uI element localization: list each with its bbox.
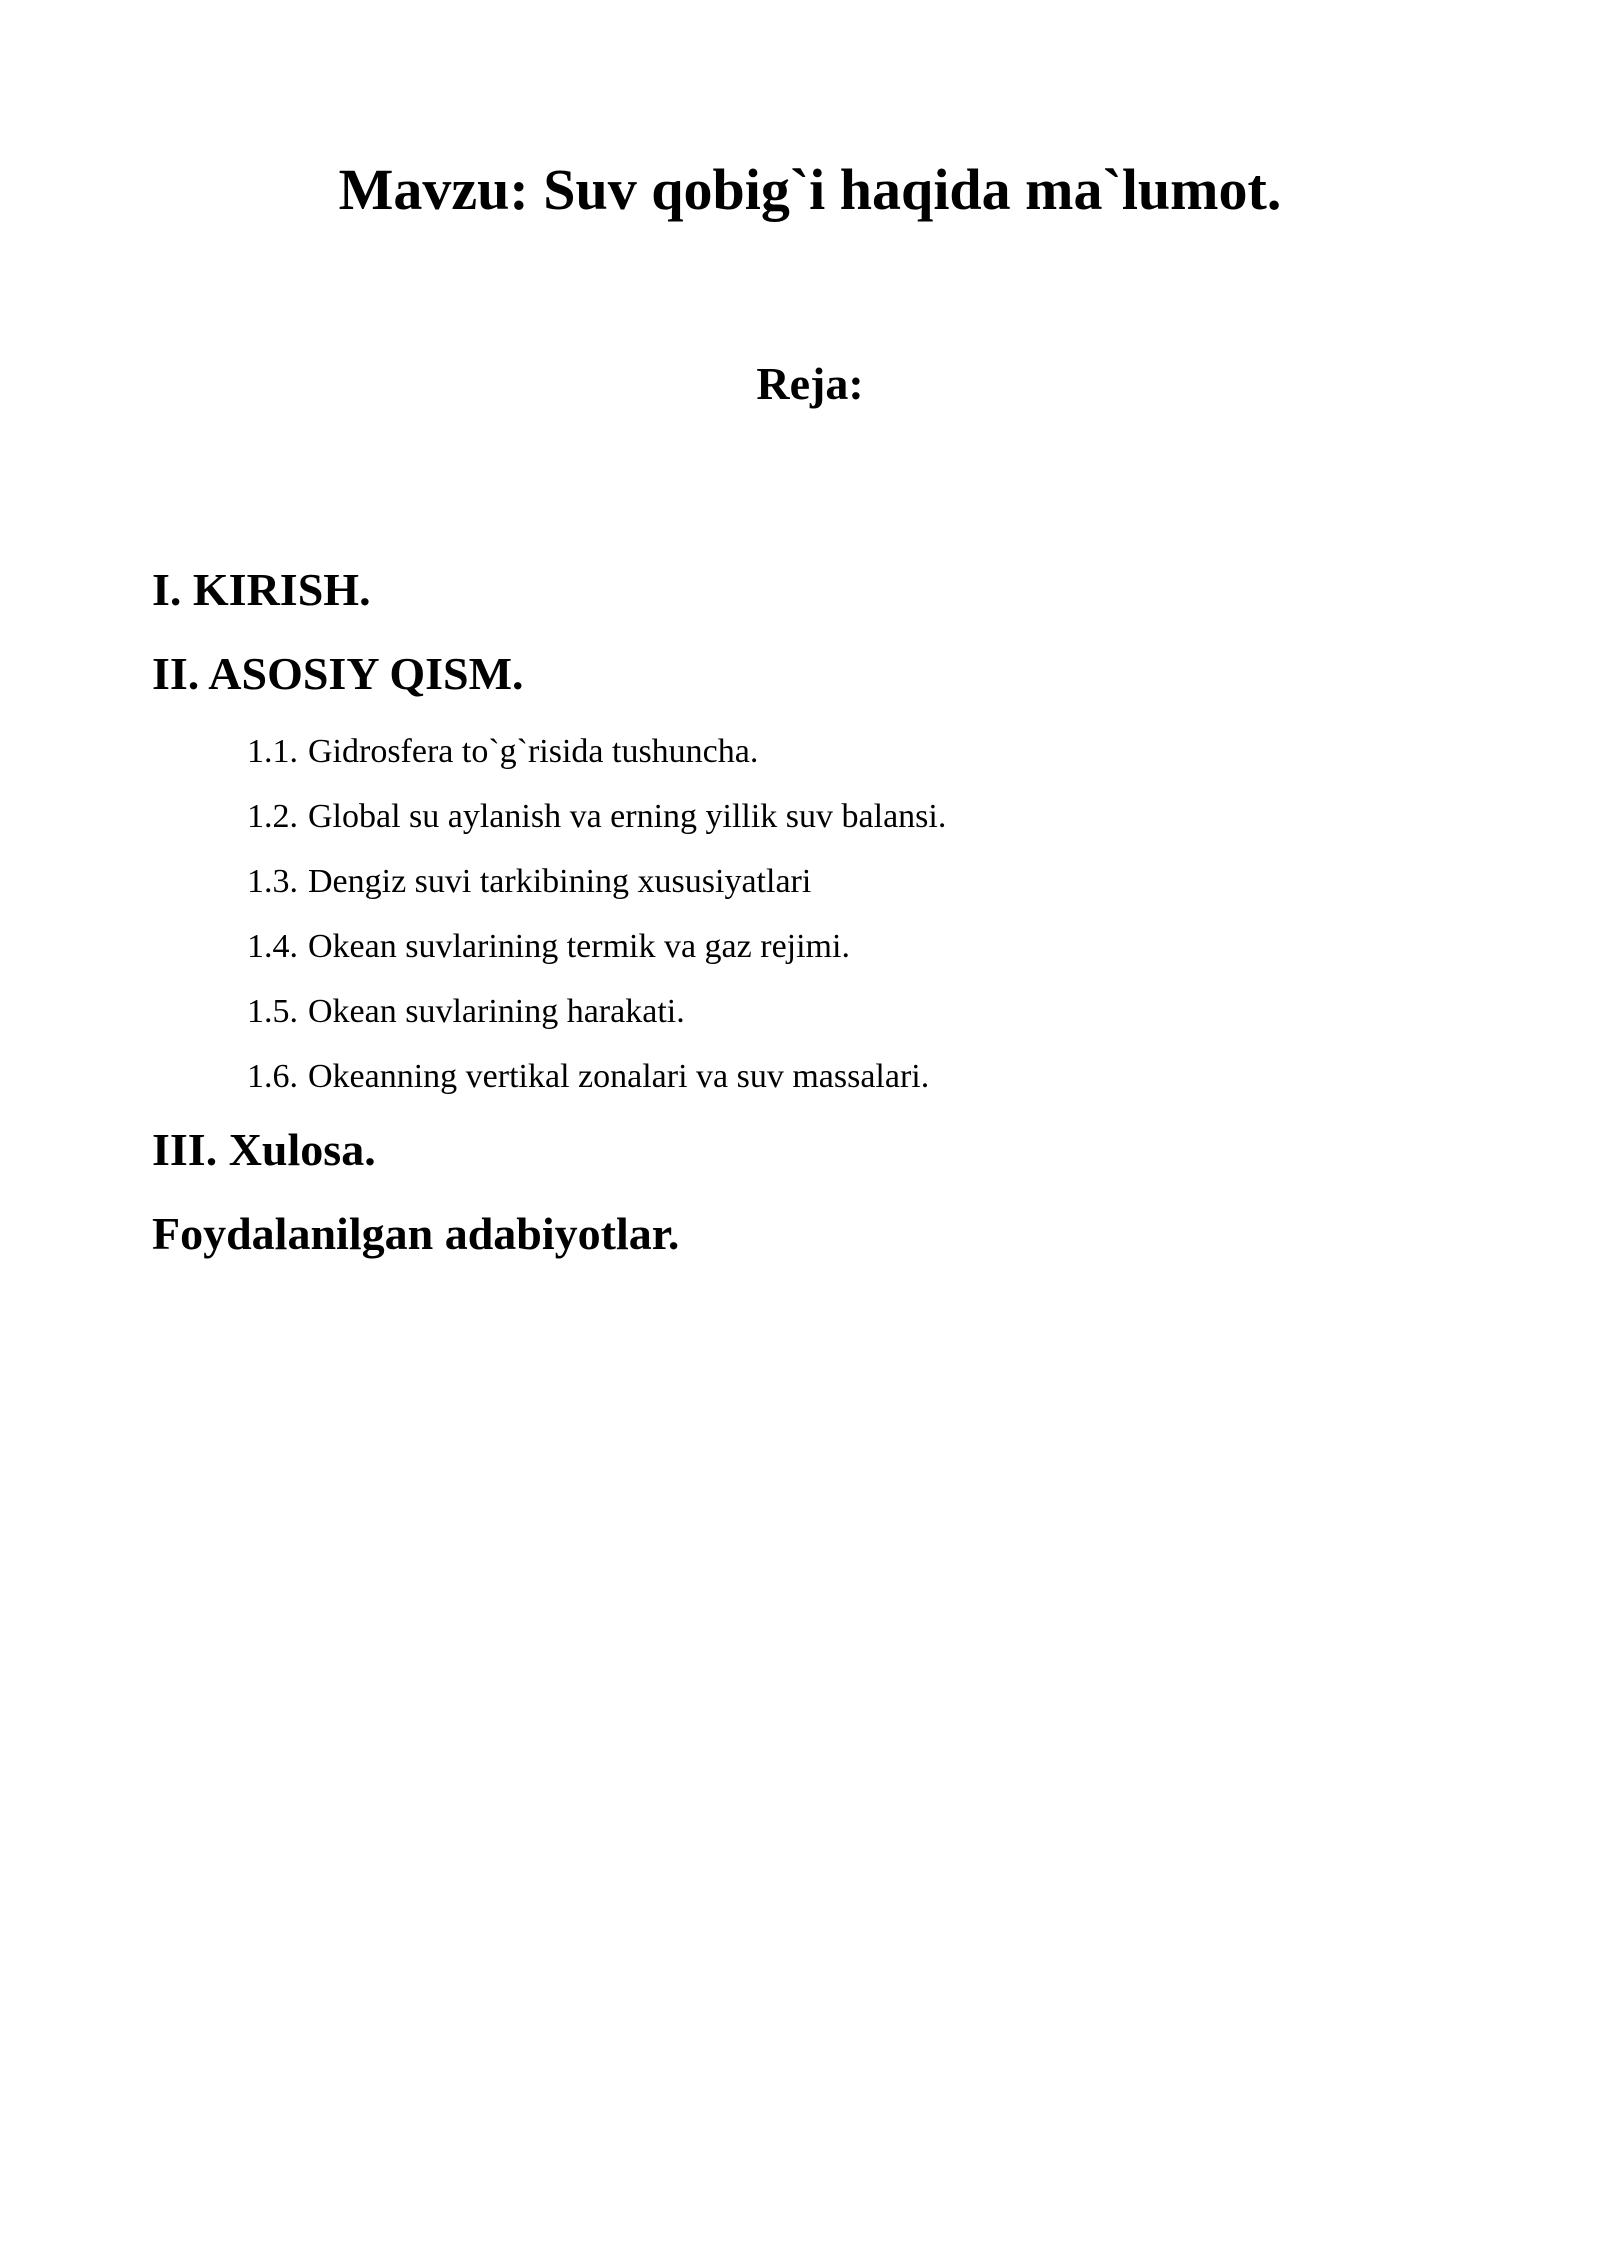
subsection-item: [247, 728, 758, 776]
section-conclusion: III. Xulosa.: [152, 1124, 376, 1175]
subsection-number: 1.6.: [247, 1058, 298, 1095]
subsection-item: [247, 988, 685, 1036]
subsection-text: Gidrosfera to`g`risida tushuncha.: [308, 733, 759, 770]
section-intro: I. KIRISH.: [152, 564, 371, 615]
subsection-number: 1.5.: [247, 993, 298, 1030]
subsection-number: 1.3.: [247, 863, 298, 900]
subsection-item: [247, 793, 946, 841]
section-references: Foydalanilgan adabiyotlar.: [152, 1208, 680, 1259]
subsection-text: Global su aylanish va erning yillik suv balansi.: [308, 798, 947, 835]
subsection-text: Okean suvlarining harakati.: [308, 993, 685, 1030]
subsection-item: [247, 1053, 929, 1101]
subsection-number: 1.1.: [247, 733, 298, 770]
subsection-text: Okeanning vertikal zonalari va suv massalari.: [308, 1058, 930, 1095]
subsection-item: [247, 923, 850, 971]
subsection-text: Okean suvlarining termik va gaz rejimi.: [308, 928, 850, 965]
subsection-text: Dengiz suvi tarkibining xususiyatlari: [308, 863, 812, 900]
subsection-item: [247, 858, 811, 906]
document-title: Mavzu: Suv qobig`i haqida ma`lumot.: [338, 157, 1282, 222]
subsection-number: 1.4.: [247, 928, 298, 965]
section-main: II. ASOSIY QISM.: [152, 648, 524, 699]
subsection-number: 1.2.: [247, 798, 298, 835]
plan-heading: Reja:: [756, 358, 864, 409]
